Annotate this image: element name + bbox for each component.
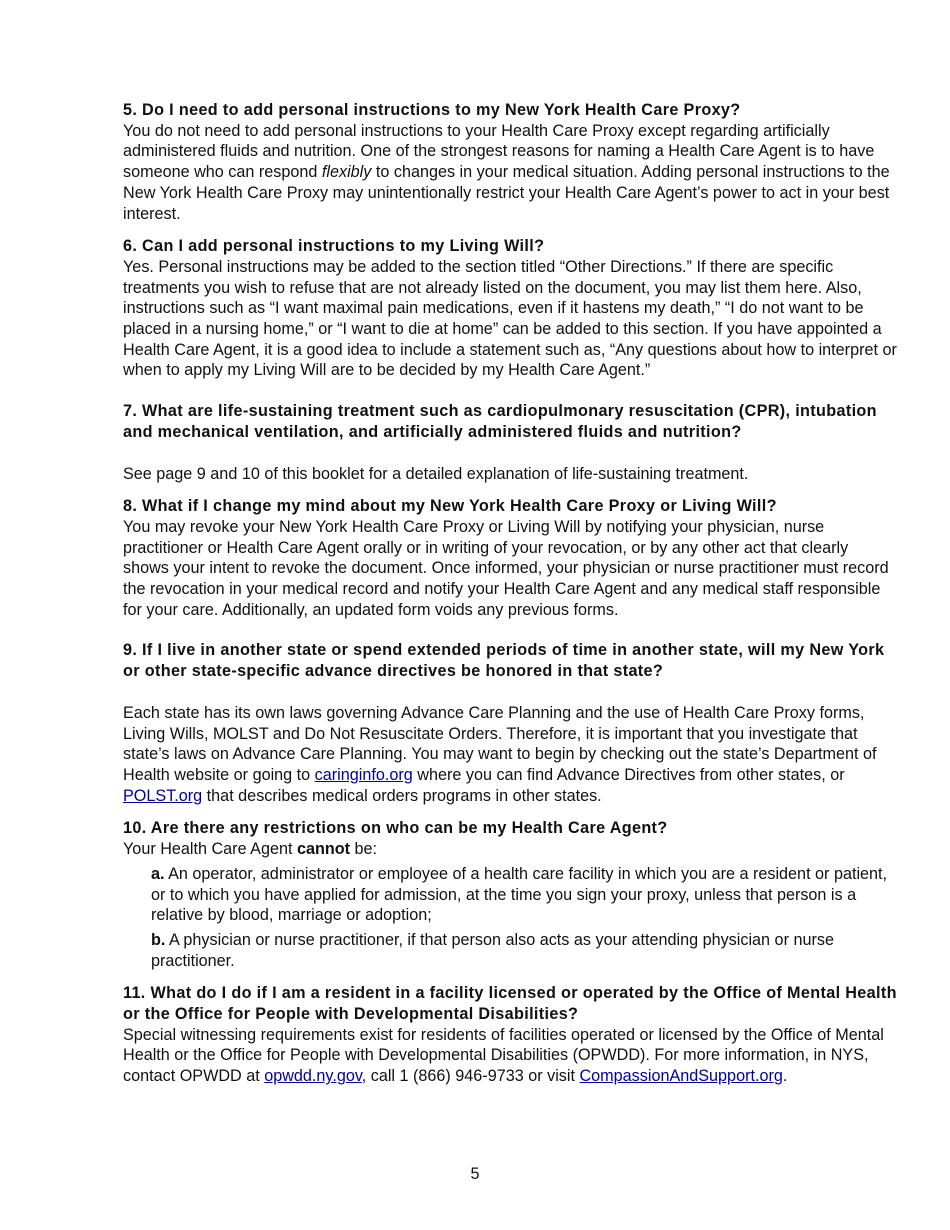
question-6-body: Yes. Personal instructions may be added to the section titled “Other Directions.” If there are specific treatments you wish to refuse that are not already listed on the document, you may list them here. Also, instructions such as “I want maximal pain medications, even if it hastens my death,” “I do not want to be placed in a nursing home,” or “I want to die at home” can be added to this section. If you have appointed a Health Care Agent, it is a good idea to include a statement such as, “Any questions about how to interpret or when to apply my Living Will are to be decided by my Health Care Agent.” <box>123 257 897 380</box>
question-6-heading: 6. Can I add personal instructions to my Living Will? <box>123 237 545 256</box>
question-8-body: You may revoke your New York Health Care Proxy or Living Will by notifying your physician, nurse practitioner or Health Care Agent orally or in writing of your revocation, or by any other act that clearly shows your intent to revoke the document. Once informed, your physician or nurse practitioner must record the revocation in your medical record and notify your Health Care Agent and any medical staff responsible for your care. Additionally, an updated form voids any previous forms. <box>123 517 889 619</box>
question-8 <box>123 496 898 620</box>
polst-link[interactable]: POLST.org <box>123 786 203 805</box>
page-number: 5 <box>470 1165 480 1183</box>
question-5 <box>123 100 898 224</box>
question-7 <box>123 401 898 484</box>
opwdd-link[interactable]: opwdd.ny.gov <box>264 1067 362 1086</box>
question-9 <box>123 640 898 806</box>
compassion-and-support-link[interactable]: CompassionAndSupport.org <box>579 1067 783 1086</box>
question-10-heading: 10. Are there any restrictions on who can be my Health Care Agent? <box>123 819 668 838</box>
question-11-heading: 11. What do I do if I am a resident in a facility licensed or operated by the Office of Mental Health or the Office for People with Developmental Disabilities? <box>123 984 897 1024</box>
question-10-intro: Your Health Care Agent cannot be: <box>123 840 378 859</box>
question-8-heading: 8. What if I change my mind about my New York Health Care Proxy or Living Will? <box>123 497 777 516</box>
caringinfo-link[interactable]: caringinfo.org <box>314 765 413 784</box>
question-5-body: You do not need to add personal instructions to your Health Care Proxy except regarding artificially administered fluids and nutrition. One of the strongest reasons for naming a Health Care Agent is to have someone who can respond flexibly to changes in your medical situation. Adding personal instructions to the New York Health Care Proxy may unintentionally restrict your Health Care Agent’s power to act in your best interest. <box>123 121 890 223</box>
question-6 <box>123 236 898 381</box>
document-page <box>123 100 898 1099</box>
question-7-body: See page 9 and 10 of this booklet for a detailed explanation of life-sustaining treatment. <box>123 464 749 483</box>
question-7-heading: 7. What are life-sustaining treatment such as cardiopulmonary resuscitation (CPR), intubation and mechanical ventilation, and artificially administered fluids and nutrition? <box>123 402 877 441</box>
question-11-body: Special witnessing requirements exist for residents of facilities operated or licensed by the Office of Mental Health or the Office for People with Developmental Disabilities (OPWDD). For more information, in NYS, contact OPWDD at opwdd.ny.gov, call 1 (866) 946-9733 or visit CompassionAndSupport.org. <box>123 1025 884 1086</box>
question-10 <box>123 818 898 971</box>
question-9-heading: 9. If I live in another state or spend extended periods of time in another state, will my New York or other state-specific advance directives be honored in that state? <box>123 641 885 681</box>
question-11 <box>123 983 898 1087</box>
question-5-heading: 5. Do I need to add personal instructions to my New York Health Care Proxy? <box>123 101 741 119</box>
restrictions-list <box>151 864 898 972</box>
list-item: b. A physician or nurse practitioner, if that person also acts as your attending physician or nurse practitioner. <box>151 930 834 970</box>
list-item: a. An operator, administrator or employee of a health care facility in which you are a resident or patient, or to which you have applied for admission, at the time you sign your proxy, unless that person is a relative by blood, marriage or adoption; <box>151 864 888 925</box>
question-9-body: Each state has its own laws governing Advance Care Planning and the use of Health Care Proxy forms, Living Wills, MOLST and Do Not Resuscitate Orders. Therefore, it is important that you investigate that state’s laws on Advance Care Planning. You may want to begin by checking out the state’s Department of Health website or going to caringinfo.org where you can find Advance Directives from other states, or POLST.org that describes medical orders programs in other states. <box>123 703 877 805</box>
